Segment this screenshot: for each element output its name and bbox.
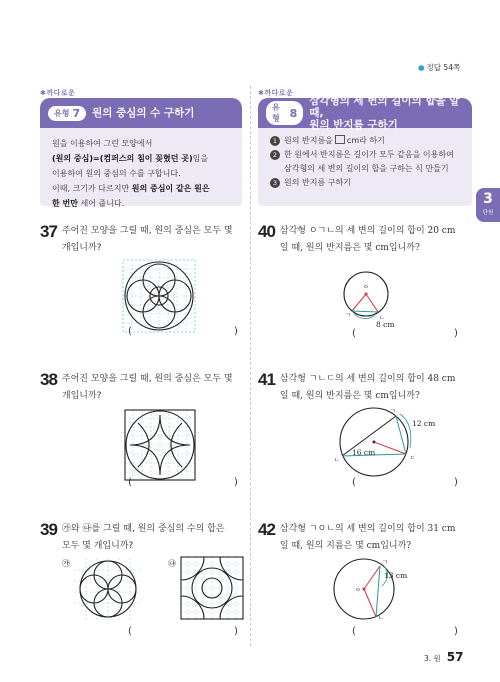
type8-step-3: 3 원의 반지름 구하기	[270, 176, 460, 190]
point-label: ㄱ	[382, 559, 388, 566]
question-text: 일 때, 원의 반지름은 몇 cm입니까?	[279, 391, 420, 401]
type7-line: 한 번만 세어 줍니다.	[52, 199, 125, 208]
type7-title: 원의 중심의 수 구하기	[92, 107, 195, 119]
answer-paren-close: )	[234, 326, 238, 337]
type7-line: (원의 중심)=(컴퍼스의 침이 꽂혔던 곳)임을	[52, 154, 209, 163]
answer-paren-open: (	[352, 626, 356, 637]
q39-figure-b	[180, 556, 244, 620]
question-37	[40, 222, 245, 257]
question-text: 삼각형 ㄱㅇㄴ의 세 변의 길이의 합이 31 cm	[279, 524, 456, 534]
question-text: 주어진 모양을 그릴 때, 원의 중심은 모두 몇	[61, 226, 233, 236]
type7-body	[40, 128, 242, 206]
point-label: ㄴ	[334, 457, 340, 464]
question-text: ㉮와 ㉯를 그릴 때, 원의 중심의 수의 합은	[61, 524, 225, 534]
question-41	[258, 370, 472, 405]
question-text: 삼각형 ㄱㄴㄷ의 세 변의 길이의 합이 48 cm	[279, 374, 456, 384]
question-40	[258, 222, 472, 257]
type8-box	[258, 88, 472, 206]
chapter-number: 3	[483, 191, 493, 207]
question-39	[40, 520, 245, 555]
type8-step-1: 1 원의 반지름을 cm라 하기	[270, 134, 460, 148]
question-number: 37	[40, 222, 57, 241]
footer-chapter: 3. 원	[424, 654, 441, 663]
answer-paren-close: )	[454, 626, 458, 637]
question-text: 일 때, 원의 지름은 몇 cm입니까?	[279, 541, 412, 551]
type7-tag: ✱까다로운	[40, 89, 76, 97]
point-label: ㄱ	[345, 312, 351, 319]
q39-figure-a	[74, 558, 142, 620]
answer-paren-open: (	[352, 477, 356, 488]
q42-figure	[328, 556, 412, 622]
answer-blank-40[interactable]	[362, 324, 450, 340]
answer-reference-text: 정답 54쪽	[426, 63, 461, 72]
question-38	[40, 370, 245, 405]
question-number: 40	[258, 222, 275, 241]
type7-box	[40, 88, 242, 206]
point-label: ㄴ	[378, 615, 384, 622]
question-text: 모두 몇 개입니까?	[61, 541, 134, 551]
answer-paren-open: (	[128, 326, 132, 337]
q40-figure	[338, 270, 408, 332]
answer-paren-open: (	[352, 328, 356, 339]
type7-line: 이용하여 원의 중심의 수를 구합니다.	[52, 169, 181, 178]
bullet-icon: ●	[418, 63, 425, 72]
answer-blank-39[interactable]	[140, 622, 232, 638]
question-text: 주어진 모양을 그릴 때, 원의 중심은 모두 몇	[61, 374, 233, 384]
question-text: 개입니까?	[61, 391, 102, 401]
type8-badge: 유형 8	[266, 101, 303, 125]
answer-blank-41[interactable]	[362, 473, 450, 489]
question-number: 42	[258, 520, 275, 539]
side-length-label: 8 cm	[376, 320, 395, 329]
figure-label-a: ㉮	[62, 559, 70, 568]
type8-body	[258, 128, 472, 206]
answer-blank-38[interactable]	[140, 473, 232, 489]
type7-line: 이때, 크기가 다르지만 원의 중심이 같은 원은	[52, 184, 210, 193]
q38-figure	[124, 409, 196, 481]
type8-tag: ✱까다로운	[258, 89, 294, 97]
answer-reference	[418, 62, 460, 73]
type7-header	[40, 98, 242, 128]
question-number: 38	[40, 370, 57, 389]
blank-box-icon	[335, 135, 345, 144]
type8-title: 삼각형의 세 변의 길이의 합을 알 때, 원의 반지름 구하기	[309, 95, 460, 131]
question-text: 일 때, 원의 반지름은 몇 cm입니까?	[279, 243, 420, 253]
center-label: ㅇ	[355, 587, 361, 594]
page-number: 57	[446, 650, 464, 664]
answer-paren-close: )	[454, 328, 458, 339]
answer-paren-close: )	[234, 626, 238, 637]
side-length-label: 12 cm	[412, 419, 436, 428]
point-label: ㄴ	[379, 315, 385, 322]
answer-paren-open: (	[128, 626, 132, 637]
type7-line: 원을 이용하여 그린 모양에서	[52, 139, 153, 148]
answer-blank-42[interactable]	[362, 622, 450, 638]
point-label: ㄱ	[390, 408, 396, 415]
type7-badge: 유형 7	[48, 106, 86, 121]
question-text: 삼각형 ㅇㄱㄴ의 세 변의 길이의 합이 20 cm	[279, 226, 456, 236]
q41-figure	[326, 404, 436, 480]
side-length-label: 16 cm	[352, 448, 376, 457]
figure-label-b: ㉯	[168, 559, 176, 568]
type8-header	[258, 95, 472, 131]
question-number: 39	[40, 520, 57, 539]
type8-step-2: 2 한 원에서 반지름은 길이가 모두 같음을 이용하여 삼각형의 세 변의 길이의 합을 구하는 식 만들기	[270, 148, 460, 176]
column-divider	[250, 86, 251, 646]
page-footer	[424, 650, 464, 664]
chapter-unit-label: 단원	[482, 210, 494, 216]
question-text: 개입니까?	[61, 243, 102, 253]
question-number: 41	[258, 370, 275, 389]
answer-paren-close: )	[454, 477, 458, 488]
center-label: ㅇ	[363, 284, 369, 291]
answer-paren-open: (	[128, 477, 132, 488]
answer-paren-close: )	[234, 477, 238, 488]
side-length-label: 13 cm	[384, 571, 408, 580]
answer-blank-37[interactable]	[140, 322, 232, 338]
question-42	[258, 520, 472, 555]
chapter-side-tab[interactable]	[476, 188, 500, 222]
point-label: ㄷ	[410, 455, 416, 462]
